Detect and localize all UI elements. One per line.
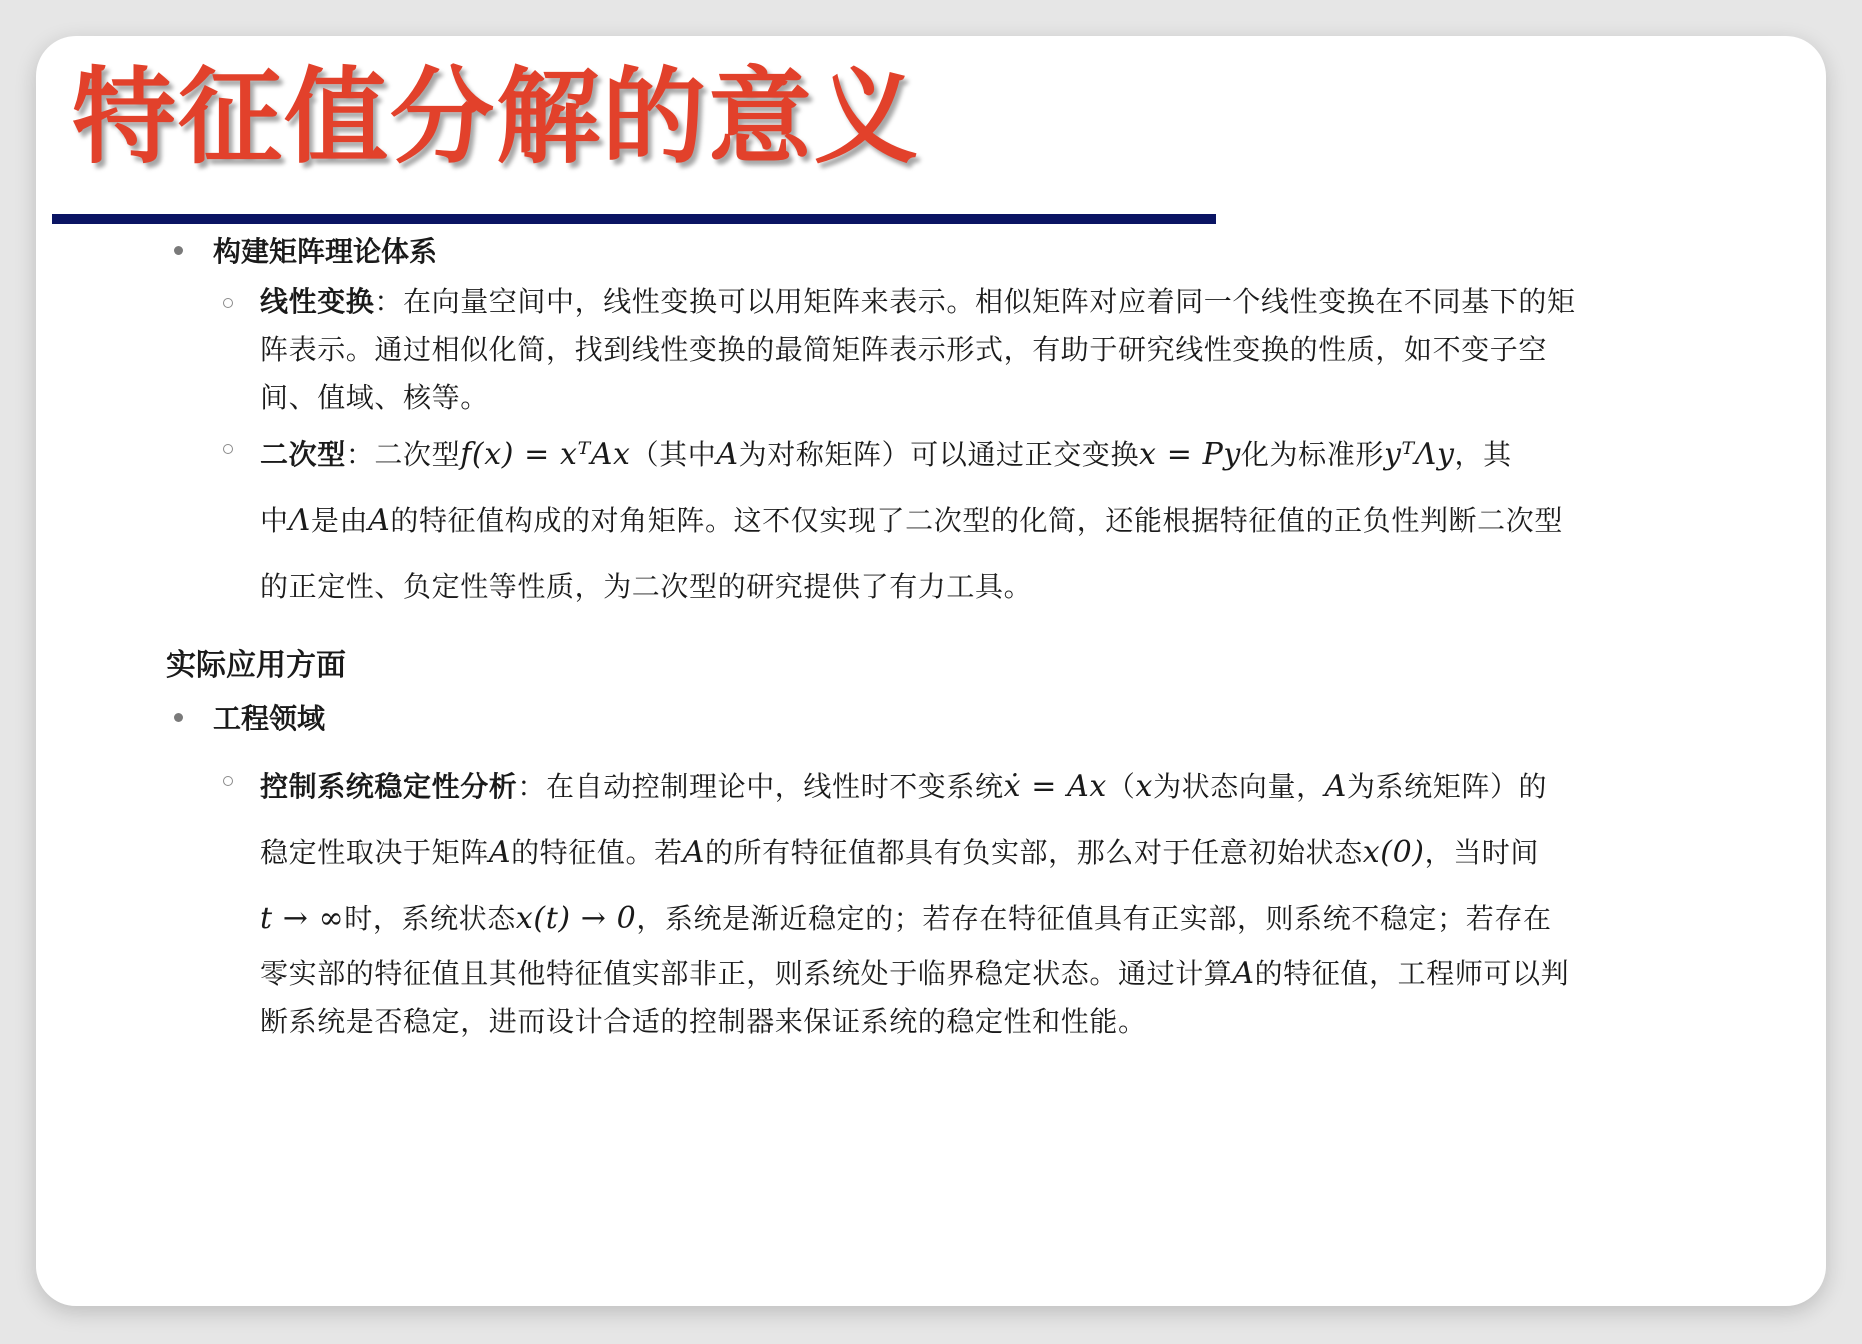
- item-control-stability-cont: 零实部的特征值且其他特征值实部非正，则系统处于临界稳定状态。通过计算A的特征值，工程师可以判 断系统是否稳定，进而设计合适的控制器来保证系统的稳定性和性能。: [260, 956, 1570, 1038]
- item-linear-transform: 线性变换：在向量空间中，线性变换可以用矩阵来表示。相似矩阵对应着同一个线性变换在不同基下的矩 阵表示。通过相似化简，找到线性变换的最简矩阵表示形式，有助于研究线性变换的性质，如不变子空 间、值域、核等。: [260, 285, 1576, 414]
- bullet-circle-icon: [223, 776, 233, 786]
- item-control-stability: 控制系统稳定性分析：在自动控制理论中，线性时不变系统ẋ = Ax（x为状态向量，A为系统矩阵）的 稳定性取决于矩阵A的特征值。若A的所有特征值都具有负实部，那么对于任意初始状态x(0)，当时间 t → ∞时，系统状态x(t) → 0，系统是渐近稳定的；若存在特征值具有正实部，则系统不稳定；若存在: [260, 769, 1552, 936]
- term-linear-transform: 线性变换: [260, 285, 375, 318]
- bullet-circle-icon: [223, 298, 233, 308]
- heading-matrix-theory: 构建矩阵理论体系: [213, 235, 438, 268]
- heading-engineering: 工程领域: [213, 702, 326, 735]
- math-quadratic: f(x) = xᵀAx: [460, 437, 631, 472]
- bullet-dot-icon: [174, 713, 183, 722]
- math-standard-form: yᵀΛy: [1383, 437, 1455, 472]
- term-quadratic-form: 二次型: [260, 438, 346, 471]
- term-control-stability: 控制系统稳定性分析: [260, 770, 518, 803]
- section-title-applications: 实际应用方面: [166, 648, 346, 683]
- math-lti-system: ẋ = Ax: [1003, 769, 1107, 804]
- slide-card: [36, 36, 1826, 1306]
- bullet-dot-icon: [174, 246, 183, 255]
- slide-title: 特征值分解的意义: [72, 56, 921, 178]
- slide-content: [36, 36, 1826, 1306]
- item-quadratic-form: 二次型：二次型f(x) = xᵀAx（其中A为对称矩阵）可以通过正交变换x = Py化为标准形yᵀΛy，其 中Λ是由A的特征值构成的对角矩阵。这不仅实现了二次型的化简，还能根据特征值的正负性判断二次型 的正定性、负定性等性质，为二次型的研究提供了有力工具。: [260, 437, 1563, 603]
- math-orthogonal: x = Py: [1139, 437, 1241, 472]
- bullet-circle-icon: [223, 444, 233, 454]
